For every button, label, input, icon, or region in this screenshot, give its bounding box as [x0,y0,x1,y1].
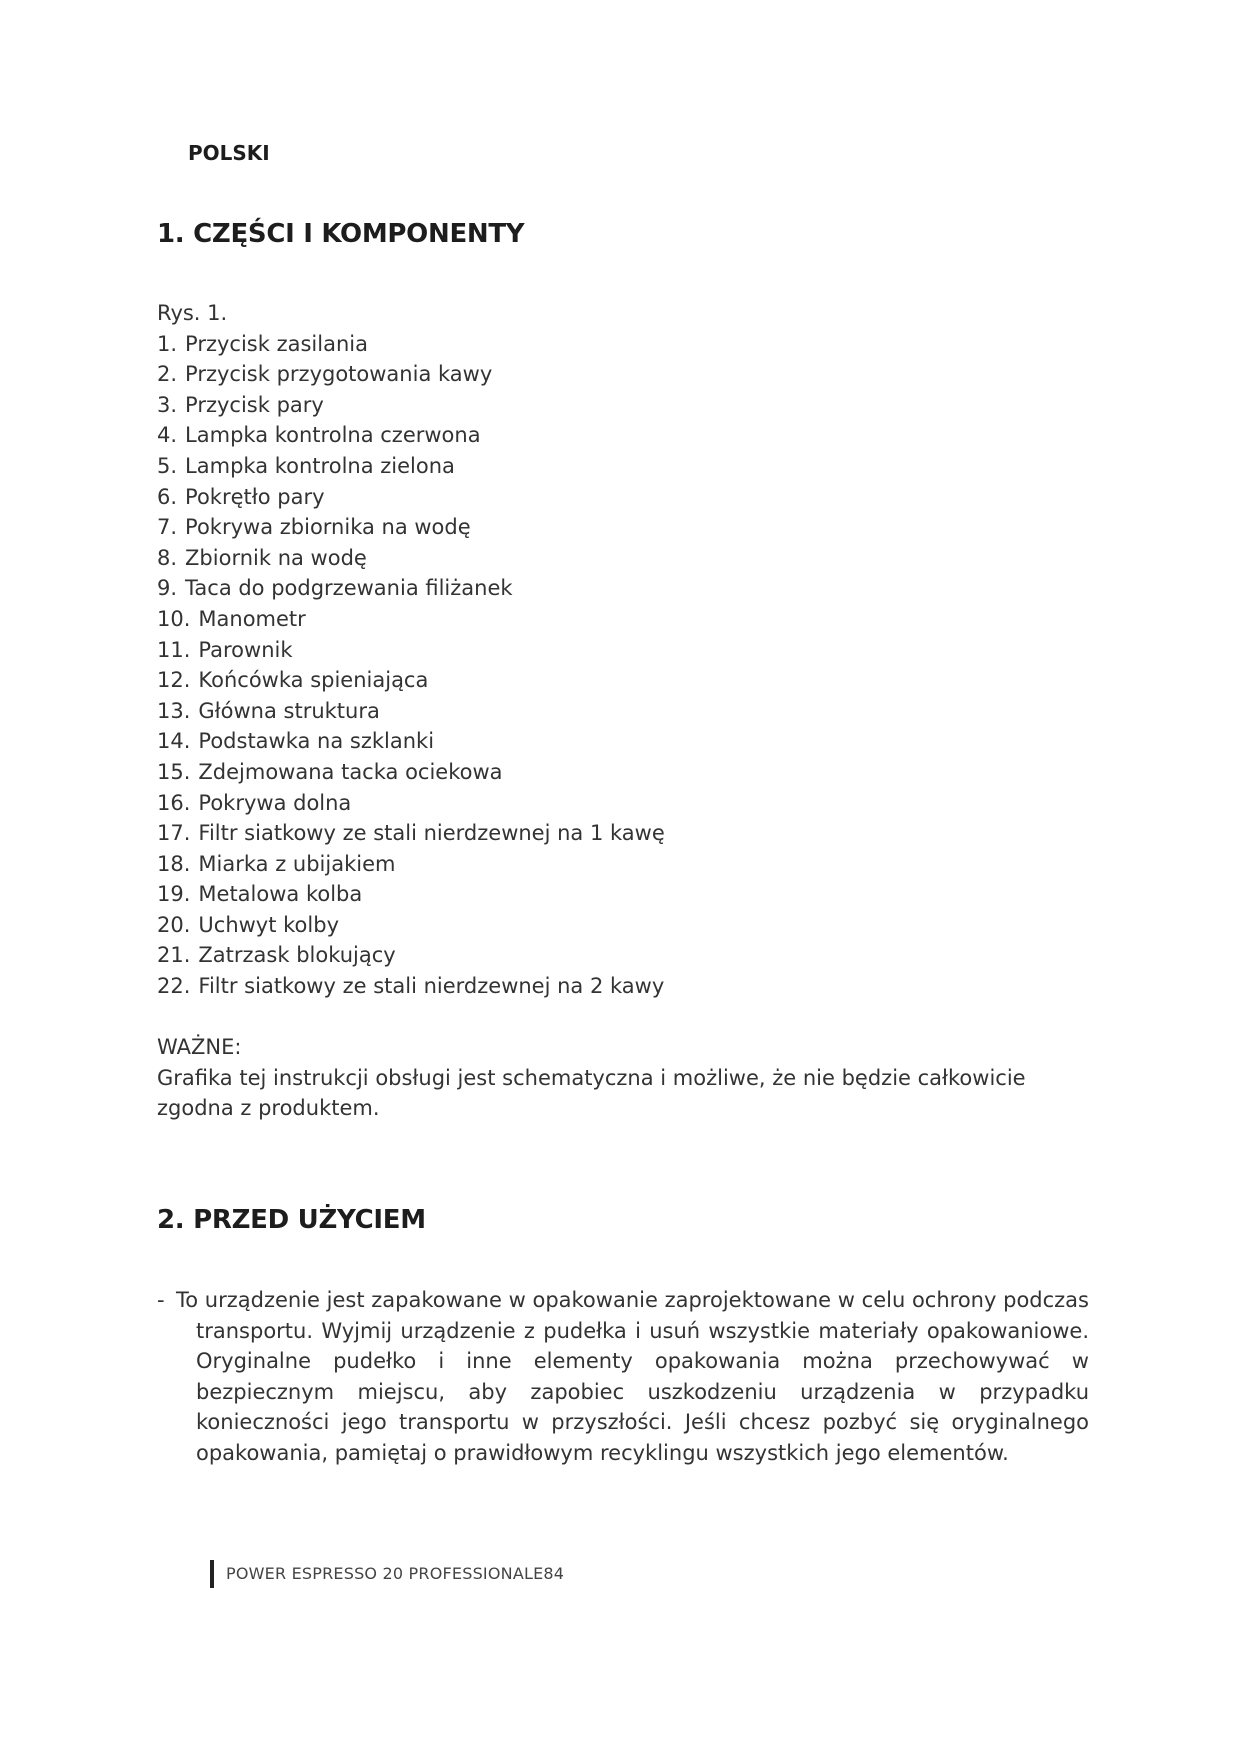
bullet-dash: - [157,1288,165,1312]
parts-list [157,329,665,1002]
list-item-label: Przycisk zasilania [185,331,368,356]
list-item [157,482,665,513]
figure-label: Rys. 1. [157,301,228,325]
list-item-label: Przycisk przygotowania kawy [185,362,493,387]
bullet-item [157,1285,1089,1469]
list-item-number: 6. [157,484,178,509]
list-item-number: 20. [157,912,191,937]
list-item-label: Filtr siatkowy ze stali nierdzewnej na 2 kawy [198,974,665,999]
important-label: WAŻNE: [157,1035,242,1059]
list-item [157,359,665,390]
list-item-number: 17. [157,821,191,846]
language-label: POLSKI [188,141,270,165]
list-item-number: 18. [157,851,191,876]
list-item-number: 9. [157,576,178,601]
list-item-number: 3. [157,392,178,417]
list-item [157,757,665,788]
list-item-number: 16. [157,790,191,815]
list-item-label: Podstawka na szklanki [198,729,435,754]
list-item-label: Taca do podgrzewania filiżanek [185,576,513,601]
list-item-label: Lampka kontrolna czerwona [185,423,481,448]
list-item [157,543,665,574]
list-item [157,390,665,421]
list-item-number: 11. [157,637,191,662]
list-item-number: 2. [157,362,178,387]
parts-list-block [157,298,665,1002]
list-item-number: 1. [157,331,178,356]
list-item-number: 15. [157,759,191,784]
list-item [157,849,665,880]
list-item-label: Główna struktura [198,698,380,723]
list-item-label: Przycisk pary [185,392,324,417]
list-item-label: Pokrywa zbiornika na wodę [185,515,471,540]
list-item [157,910,665,941]
list-item-number: 14. [157,729,191,754]
list-item [157,512,665,543]
list-item-number: 4. [157,423,178,448]
list-item [157,788,665,819]
list-item-label: Pokrywa dolna [198,790,352,815]
list-item [157,573,665,604]
bullet-text: To urządzenie jest zapakowane w opakowanie zaprojektowane w celu ochrony podczas transportu. Wyjmij urządzenie z pudełka i usuń wszystkie materiały opakowaniowe. Oryginalne pudełko i inne elementy opakowania można przechowywać w bezpiecznym miejscu, aby zapobiec uszkodzeniu urządzenia w przypadku konieczności jego transportu w przyszłości. Jeśli chcesz pozbyć się oryginalnego opakowania, pamiętaj o prawidłowym recyklingu wszystkich jego elementów. [176,1288,1089,1465]
list-item [157,726,665,757]
list-item-label: Zatrzask blokujący [198,943,396,968]
list-item [157,696,665,727]
list-item-label: Filtr siatkowy ze stali nierdzewnej na 1 kawę [198,821,665,846]
list-item [157,971,665,1002]
list-item [157,879,665,910]
list-item-label: Manometr [198,606,306,631]
list-item [157,818,665,849]
section-title-parts: 1. CZĘŚCI I KOMPONENTY [157,219,525,249]
list-item [157,665,665,696]
list-item [157,420,665,451]
list-item-number: 22. [157,974,191,999]
list-item-number: 5. [157,453,178,478]
list-item [157,329,665,360]
list-item-label: Parownik [198,637,293,662]
list-item [157,940,665,971]
list-item-number: 8. [157,545,178,570]
list-item [157,635,665,666]
list-item [157,604,665,635]
section-title-before-use: 2. PRZED UŻYCIEM [157,1205,426,1235]
important-note [157,1032,1097,1124]
list-item-number: 7. [157,515,178,540]
list-item-label: Końcówka spieniająca [198,668,429,693]
list-item-label: Uchwyt kolby [198,912,339,937]
list-item-label: Pokrętło pary [185,484,325,509]
list-item-number: 10. [157,606,191,631]
list-item-label: Lampka kontrolna zielona [185,453,455,478]
list-item-number: 12. [157,668,191,693]
list-item-label: Miarka z ubijakiem [198,851,396,876]
list-item-number: 19. [157,882,191,907]
list-item-number: 21. [157,943,191,968]
important-text: Grafika tej instrukcji obsługi jest schematyczna i możliwe, że nie będzie całkowicie zgodna z produktem. [157,1065,1026,1121]
list-item-label: Zdejmowana tacka ociekowa [198,759,503,784]
list-item-label: Zbiornik na wodę [185,545,367,570]
list-item-label: Metalowa kolba [198,882,363,907]
list-item [157,451,665,482]
list-item-number: 13. [157,698,191,723]
footer-product-name: POWER ESPRESSO 20 PROFESSIONALE84 [210,1560,564,1588]
